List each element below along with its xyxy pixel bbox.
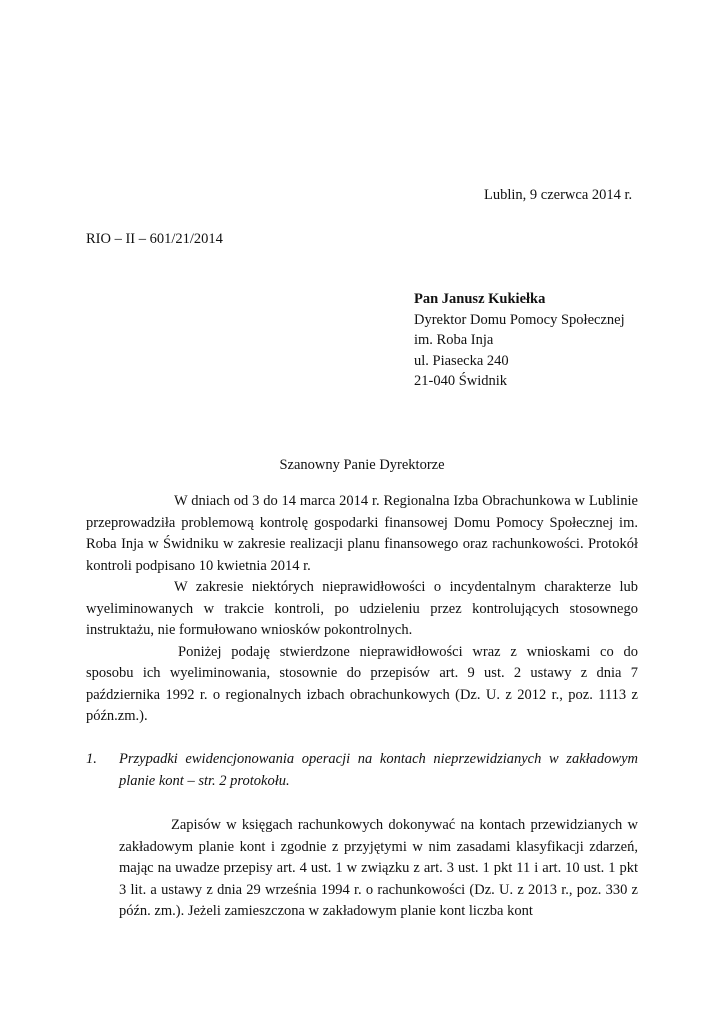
recipient-name: Pan Janusz Kukiełka [414, 291, 546, 307]
finding-number: 1. [86, 751, 97, 767]
paragraph: W dniach od 3 do 14 marca 2014 r. Regionalna Izba Obrachunkowa w Lublinie przeprowadziła problemową kontrolę gospodarki finansowej Domu Pomocy Społecznej im. Roba Inja w Świdniku w zakresie realizacji planu finansowego oraz rachunkowości. Protokół kontroli podpisano 10 kwietnia 2014 r. [86, 493, 638, 574]
salutation: Szanowny Panie Dyrektorze [279, 457, 445, 473]
finding-item [86, 748, 638, 792]
recipient-line: im. Roba Inja [414, 332, 494, 348]
paragraph: Zapisów w księgach rachunkowych dokonywać na kontach przewidzianych w zakładowym planie kont i zgodnie z przyjętymi w nim zasadami klasyfikacji zdarzeń, mając na uwadze przepisy art. 4 ust. 1 w związku z art. 3 ust. 1 pkt 11 i art. 10 ust. 1 pkt 3 lit. a ustawy z dnia 29 września 1994 r. o rachunkowości (Dz. U. z 2013 r., poz. 330 z późn. zm.). Jeżeli zamieszczona w zakładowym planie kont liczba kont [119, 817, 638, 919]
reference-number: RIO – II – 601/21/2014 [86, 231, 223, 247]
paragraph: Poniżej podaję stwierdzone nieprawidłowości wraz z wnioskami co do sposobu ich wyeliminowania, stosownie do przepisów art. 9 ust. 2 ustawy z dnia 7 października 1992 r. o regionalnych izbach obrachunkowych (Dz. U. z 2012 r., poz. 1113 z późn.zm.). [86, 643, 638, 724]
recipient-address [414, 289, 625, 392]
paragraph: W zakresie niektórych nieprawidłowości o incydentalnym charakterze lub wyeliminowanych w trakcie kontroli, po udzieleniu przez kontrolujących stosownego instruktażu, nie formułowano wniosków pokontrolnych. [86, 579, 638, 638]
finding-recommendation [119, 815, 638, 923]
finding-title: Przypadki ewidencjonowania operacji na kontach nieprzewidzianych w zakładowym planie kont – str. 2 protokołu. [119, 751, 638, 789]
recipient-line: ul. Piasecka 240 [414, 352, 509, 369]
recipient-line: 21-040 Świdnik [414, 373, 508, 389]
place-date: Lublin, 9 czerwca 2014 r. [484, 187, 633, 203]
letter-body [86, 491, 638, 728]
recipient-line: Dyrektor Domu Pomocy Społecznej [414, 311, 625, 328]
